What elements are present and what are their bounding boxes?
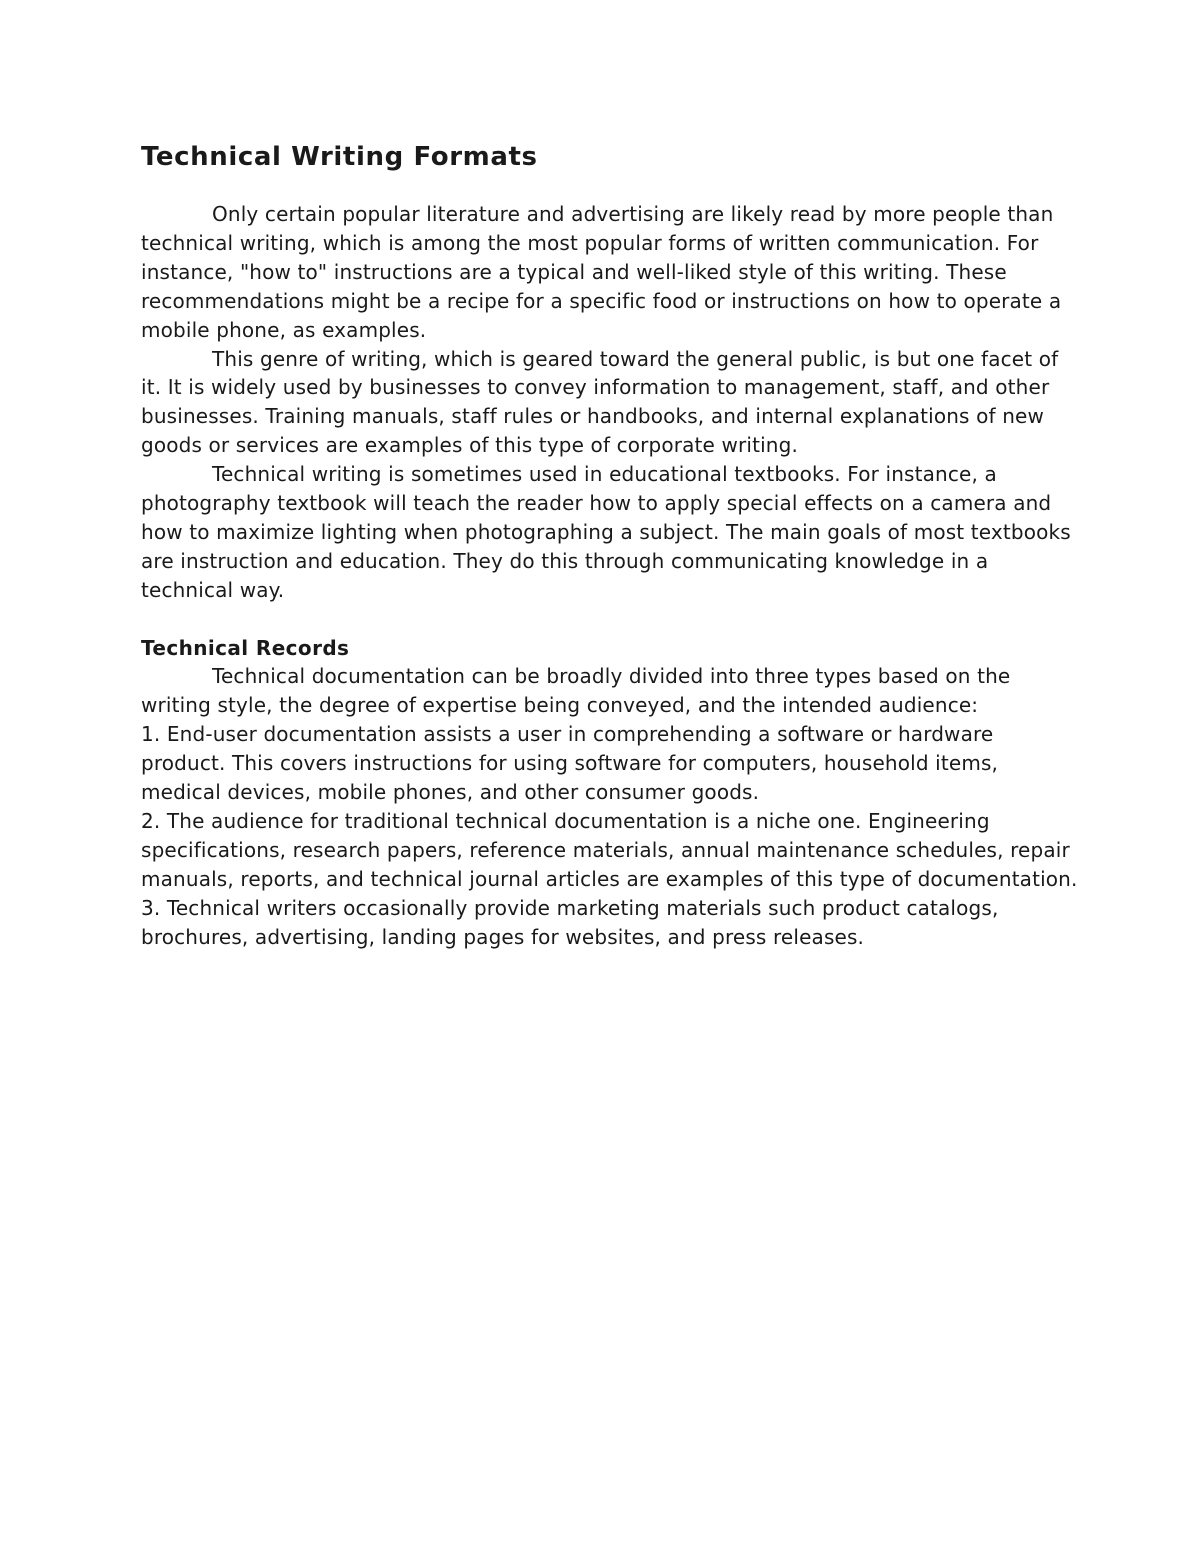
- document-page: [141, 140, 1081, 952]
- list-item-1: 1. End-user documentation assists a user in comprehending a software or hardware product. This covers instructions for using software for computers, household items, medical devices, mobile phones, and other consumer goods.: [141, 722, 999, 805]
- intro-paragraph-2: This genre of writing, which is geared toward the general public, is but one facet of it. It is widely used by businesses to convey information to management, staff, and other businesses. Training manuals, staff rules or handbooks, and internal explanations of new goods or services are examples of this type of corporate writing.: [141, 346, 1059, 458]
- section-intro-paragraph: Technical documentation can be broadly divided into three types based on the writing style, the degree of expertise being conveyed, and the intended audience:: [141, 664, 1011, 718]
- intro-paragraph-1: Only certain popular literature and advertising are likely read by more people than technical writing, which is among the most popular forms of written communication. For instance, "how to" instructions are a typical and well-liked style of this writing. These recommendations might be a recipe for a specific food or instructions on how to operate a mobile phone, as examples.: [141, 202, 1062, 342]
- list-item-2: 2. The audience for traditional technical documentation is a niche one. Engineering specifications, research papers, reference materials, annual maintenance schedules, repair manuals, reports, and technical journal articles are examples of this type of documentation.: [141, 809, 1078, 891]
- document-title: Technical Writing Formats: [141, 142, 538, 172]
- list-item-3: 3. Technical writers occasionally provide marketing materials such product catalogs, brochures, advertising, landing pages for websites, and press releases.: [141, 895, 999, 949]
- section-heading: Technical Records: [141, 635, 350, 660]
- intro-paragraph-3: Technical writing is sometimes used in educational textbooks. For instance, a photography textbook will teach the reader how to apply special effects on a camera and how to maximize lighting when photographing a subject. The main goals of most textbooks are instruction and education. They do this through communicating knowledge in a technical way.: [141, 462, 1071, 602]
- section-spacer: [141, 605, 1081, 634]
